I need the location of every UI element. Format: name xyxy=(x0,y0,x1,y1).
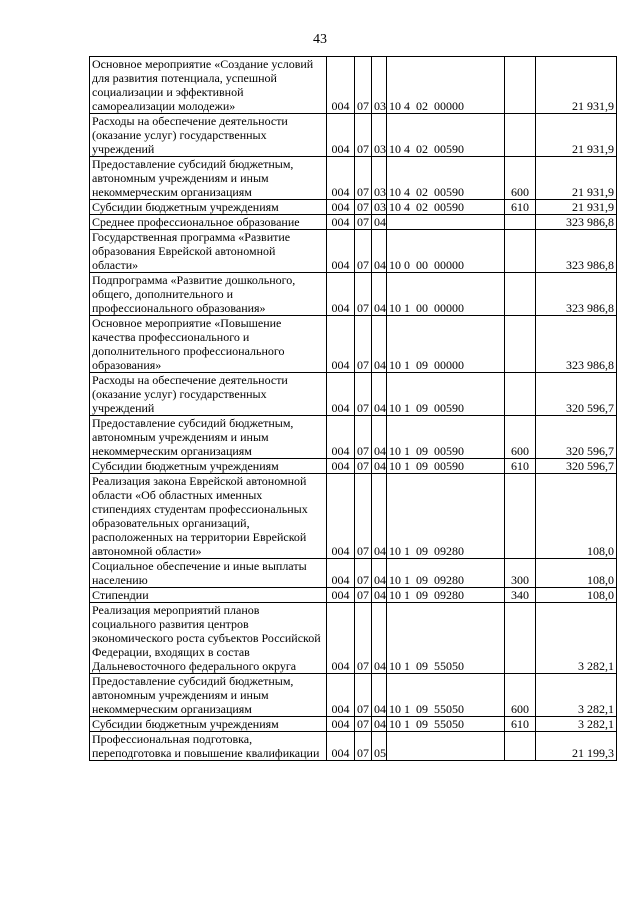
row-grbs-code: 004 xyxy=(327,200,355,215)
row-section-code: 07 xyxy=(355,273,372,316)
row-section-code: 07 xyxy=(355,57,372,114)
row-grbs-code: 004 xyxy=(327,215,355,230)
row-amount: 323 986,8 xyxy=(536,273,617,316)
row-section-code: 07 xyxy=(355,230,372,273)
row-target-article-code: 10 4 02 00000 xyxy=(387,57,505,114)
row-target-article-code xyxy=(387,215,505,230)
row-name: Основное мероприятие «Создание условий для развития потенциала, успешной социализации и эффективной самореализации молодежи» xyxy=(90,57,327,114)
table-row xyxy=(90,230,617,273)
row-subsection-code: 04 xyxy=(372,316,387,373)
row-grbs-code: 004 xyxy=(327,316,355,373)
row-name: Предоставление субсидий бюджетным, автономным учреждениям и иным некоммерческим организациям xyxy=(90,416,327,459)
row-grbs-code: 004 xyxy=(327,273,355,316)
row-amount: 21 931,9 xyxy=(536,200,617,215)
row-target-article-code: 10 1 00 00000 xyxy=(387,273,505,316)
table-row xyxy=(90,674,617,717)
row-name: Предоставление субсидий бюджетным, автономным учреждениям и иным некоммерческим организациям xyxy=(90,157,327,200)
row-expense-type-code xyxy=(505,603,536,674)
row-subsection-code: 04 xyxy=(372,459,387,474)
table-row xyxy=(90,200,617,215)
row-expense-type-code xyxy=(505,732,536,761)
row-subsection-code: 04 xyxy=(372,674,387,717)
row-expense-type-code xyxy=(505,373,536,416)
row-section-code: 07 xyxy=(355,416,372,459)
row-expense-type-code xyxy=(505,57,536,114)
row-expense-type-code: 610 xyxy=(505,717,536,732)
row-expense-type-code xyxy=(505,230,536,273)
row-amount: 108,0 xyxy=(536,588,617,603)
row-target-article-code xyxy=(387,732,505,761)
row-expense-type-code xyxy=(505,474,536,559)
row-subsection-code: 04 xyxy=(372,416,387,459)
row-section-code: 07 xyxy=(355,603,372,674)
row-expense-type-code xyxy=(505,114,536,157)
row-subsection-code: 04 xyxy=(372,230,387,273)
row-amount: 323 986,8 xyxy=(536,215,617,230)
row-target-article-code: 10 1 09 55050 xyxy=(387,603,505,674)
row-grbs-code: 004 xyxy=(327,732,355,761)
row-name: Субсидии бюджетным учреждениям xyxy=(90,717,327,732)
row-target-article-code: 10 1 09 00590 xyxy=(387,373,505,416)
table-row xyxy=(90,603,617,674)
table-row xyxy=(90,474,617,559)
row-name: Расходы на обеспечение деятельности (оказание услуг) государственных учреждений xyxy=(90,114,327,157)
row-grbs-code: 004 xyxy=(327,603,355,674)
row-section-code: 07 xyxy=(355,588,372,603)
row-grbs-code: 004 xyxy=(327,674,355,717)
row-expense-type-code: 610 xyxy=(505,200,536,215)
row-amount: 21 199,3 xyxy=(536,732,617,761)
row-name: Основное мероприятие «Повышение качества профессионального и дополнительного профессионального образования» xyxy=(90,316,327,373)
row-subsection-code: 03 xyxy=(372,57,387,114)
row-section-code: 07 xyxy=(355,559,372,588)
row-target-article-code: 10 1 09 09280 xyxy=(387,559,505,588)
row-expense-type-code: 600 xyxy=(505,157,536,200)
row-amount: 108,0 xyxy=(536,559,617,588)
row-amount: 3 282,1 xyxy=(536,674,617,717)
row-subsection-code: 04 xyxy=(372,215,387,230)
row-section-code: 07 xyxy=(355,373,372,416)
row-expense-type-code xyxy=(505,215,536,230)
row-section-code: 07 xyxy=(355,732,372,761)
row-expense-type-code: 600 xyxy=(505,674,536,717)
row-grbs-code: 004 xyxy=(327,230,355,273)
row-target-article-code: 10 1 09 00590 xyxy=(387,416,505,459)
row-subsection-code: 04 xyxy=(372,373,387,416)
row-section-code: 07 xyxy=(355,474,372,559)
row-amount: 323 986,8 xyxy=(536,316,617,373)
row-section-code: 07 xyxy=(355,316,372,373)
row-section-code: 07 xyxy=(355,674,372,717)
row-subsection-code: 04 xyxy=(372,717,387,732)
table-row xyxy=(90,717,617,732)
table-row xyxy=(90,588,617,603)
row-target-article-code: 10 4 02 00590 xyxy=(387,114,505,157)
page-number: 43 xyxy=(313,32,327,47)
row-amount: 320 596,7 xyxy=(536,416,617,459)
row-grbs-code: 004 xyxy=(327,157,355,200)
row-subsection-code: 03 xyxy=(372,114,387,157)
row-expense-type-code xyxy=(505,273,536,316)
row-name: Субсидии бюджетным учреждениям xyxy=(90,200,327,215)
row-amount: 320 596,7 xyxy=(536,459,617,474)
table-row xyxy=(90,416,617,459)
table-row xyxy=(90,215,617,230)
row-section-code: 07 xyxy=(355,459,372,474)
table-row xyxy=(90,459,617,474)
table-row xyxy=(90,373,617,416)
row-amount: 3 282,1 xyxy=(536,603,617,674)
row-target-article-code: 10 1 09 55050 xyxy=(387,674,505,717)
row-grbs-code: 004 xyxy=(327,559,355,588)
row-name: Расходы на обеспечение деятельности (оказание услуг) государственных учреждений xyxy=(90,373,327,416)
row-name: Реализация закона Еврейской автономной области «Об областных именных стипендиях студентам профессиональных образовательных организаций, расположенных на территории Еврейской автономной области» xyxy=(90,474,327,559)
row-section-code: 07 xyxy=(355,717,372,732)
row-target-article-code: 10 0 00 00000 xyxy=(387,230,505,273)
row-grbs-code: 004 xyxy=(327,416,355,459)
table-row xyxy=(90,114,617,157)
table-row xyxy=(90,316,617,373)
row-expense-type-code: 300 xyxy=(505,559,536,588)
row-amount: 108,0 xyxy=(536,474,617,559)
row-name: Реализация мероприятий планов социального развития центров экономического роста субъектов Российской Федерации, входящих в состав Дальневосточного федерального округа xyxy=(90,603,327,674)
row-name: Государственная программа «Развитие образования Еврейской автономной области» xyxy=(90,230,327,273)
row-grbs-code: 004 xyxy=(327,474,355,559)
row-target-article-code: 10 1 09 55050 xyxy=(387,717,505,732)
row-grbs-code: 004 xyxy=(327,459,355,474)
row-grbs-code: 004 xyxy=(327,373,355,416)
row-target-article-code: 10 1 09 00000 xyxy=(387,316,505,373)
row-amount: 3 282,1 xyxy=(536,717,617,732)
row-expense-type-code: 340 xyxy=(505,588,536,603)
row-subsection-code: 04 xyxy=(372,559,387,588)
row-grbs-code: 004 xyxy=(327,717,355,732)
row-subsection-code: 04 xyxy=(372,588,387,603)
table-row xyxy=(90,732,617,761)
row-section-code: 07 xyxy=(355,215,372,230)
row-subsection-code: 03 xyxy=(372,200,387,215)
row-name: Подпрограмма «Развитие дошкольного, общего, дополнительного и профессионального образования» xyxy=(90,273,327,316)
table-row xyxy=(90,559,617,588)
row-expense-type-code xyxy=(505,316,536,373)
row-subsection-code: 04 xyxy=(372,273,387,316)
row-name: Среднее профессиональное образование xyxy=(90,215,327,230)
row-amount: 21 931,9 xyxy=(536,114,617,157)
row-subsection-code: 04 xyxy=(372,474,387,559)
row-expense-type-code: 600 xyxy=(505,416,536,459)
row-grbs-code: 004 xyxy=(327,114,355,157)
table-row xyxy=(90,157,617,200)
row-amount: 21 931,9 xyxy=(536,57,617,114)
row-section-code: 07 xyxy=(355,200,372,215)
row-section-code: 07 xyxy=(355,114,372,157)
row-name: Социальное обеспечение и иные выплаты населению xyxy=(90,559,327,588)
table-row xyxy=(90,273,617,316)
row-amount: 21 931,9 xyxy=(536,157,617,200)
budget-table xyxy=(89,56,617,761)
row-name: Профессиональная подготовка, переподготовка и повышение квалификации xyxy=(90,732,327,761)
row-name: Предоставление субсидий бюджетным, автономным учреждениям и иным некоммерческим организациям xyxy=(90,674,327,717)
row-name: Субсидии бюджетным учреждениям xyxy=(90,459,327,474)
row-grbs-code: 004 xyxy=(327,57,355,114)
row-section-code: 07 xyxy=(355,157,372,200)
row-amount: 323 986,8 xyxy=(536,230,617,273)
row-target-article-code: 10 4 02 00590 xyxy=(387,200,505,215)
row-grbs-code: 004 xyxy=(327,588,355,603)
table-row xyxy=(90,57,617,114)
row-target-article-code: 10 1 09 09280 xyxy=(387,588,505,603)
row-subsection-code: 05 xyxy=(372,732,387,761)
row-target-article-code: 10 1 09 09280 xyxy=(387,474,505,559)
row-expense-type-code: 610 xyxy=(505,459,536,474)
row-name: Стипендии xyxy=(90,588,327,603)
row-subsection-code: 03 xyxy=(372,157,387,200)
row-target-article-code: 10 1 09 00590 xyxy=(387,459,505,474)
row-target-article-code: 10 4 02 00590 xyxy=(387,157,505,200)
row-subsection-code: 04 xyxy=(372,603,387,674)
row-amount: 320 596,7 xyxy=(536,373,617,416)
